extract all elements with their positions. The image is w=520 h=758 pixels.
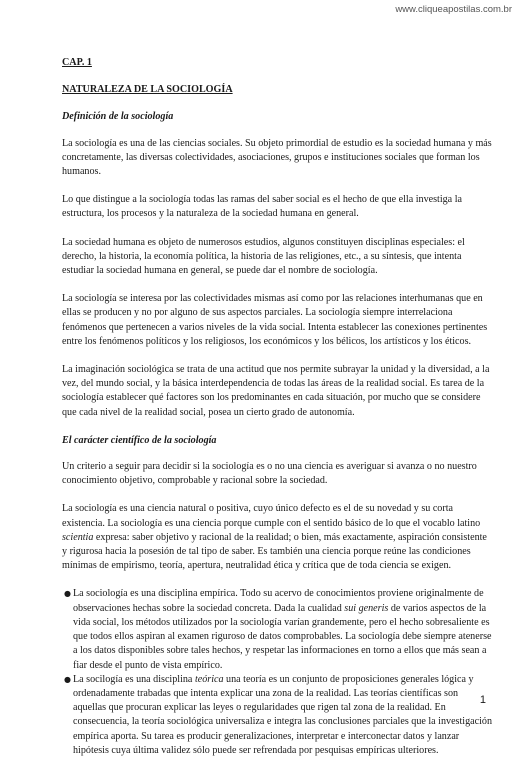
paragraph: La sociedad humana es objeto de numerosos estudios, algunos constituyen disciplinas especiales: el derecho, la historia, la economía política, la historia de las religiones, etc., a su síntesis, que intenta estudiar la sociedad humana en general, se puede dar el nombre de sociología.: [62, 236, 465, 277]
chapter-title: NATURALEZA DE LA SOCIOLOGÍA: [62, 84, 233, 96]
section-heading-caracter-cientifico: El carácter científico de la sociología: [62, 434, 217, 446]
document-page: [62, 56, 492, 758]
latin-term: scientia: [62, 531, 94, 543]
latin-term: sui generis: [344, 602, 389, 614]
text-run: La sociología es una disciplina empírica. Todo su acervo de conocimientos proviene originalmente de observaciones hechas sobre la sociedad concreta. Dada la cualidad: [73, 588, 484, 614]
text-run: de varios aspectos de la vida social, los métodos utilizados por la sociología varían grandemente, pero el hecho sobresaliente es que todos ellos aspiran al examen riguroso de datos comprobables. La sociología debe siempre atenerse a los datos disponibles sobre tales hechos, y respetar las informaciones en torno a ellos que más sean a fiar desde el punto de vista empírico.: [73, 602, 492, 671]
paragraph: [62, 502, 492, 573]
section-heading-definicion: Definición de la sociología: [62, 111, 174, 123]
site-watermark: www.cliqueapostilas.com.br: [395, 4, 512, 15]
text-run: expresa: saber objetivo y racional de la realidad; o bien, más exactamente, aspiración consistente y rigurosa hacia la posesión de tal tipo de saber. Es también una ciencia porque reúne las condiciones mínimas de empirismo, teoría, apertura, neutralidad ética y crítica que de toda ciencia se exigen.: [62, 531, 487, 572]
bullet-icon: ●: [64, 589, 71, 599]
list-item: [64, 673, 492, 758]
chapter-label: CAP. 1: [62, 57, 92, 68]
text-run: La socilogía es una disciplina: [73, 673, 195, 685]
paragraph: La sociología es una de las ciencias sociales. Su objeto primordial de estudio es la sociedad humana y más concretamente, las diversas colectividades, asociaciones, grupos e instituciones sociales que forman los humanos.: [62, 137, 492, 178]
bullet-icon: ●: [64, 674, 71, 684]
bullet-list: [62, 587, 492, 757]
paragraph: Lo que distingue a la sociología todas las ramas del saber social es el hecho de que ella investiga la estructura, los procesos y la naturaleza de la sociedad humana en general.: [62, 194, 462, 220]
paragraph: Un criterio a seguir para decidir si la sociología es o no una ciencia es averiguar si avanza o no nuestro conocimiento objetivo, comprobable y racional sobre la sociedad.: [62, 461, 477, 487]
paragraph: La imaginación sociológica se trata de una actitud que nos permite subrayar la unidad y la diversidad, a la vez, del mundo social, y la básica interdependencia de todas las áreas de la realidad social. Es tarea de la sociología establecer qué factores son los predominantes en cada situación, por mucho que se considere que cada nivel de la realidad social, posea un cierto grado de autonomía.: [62, 364, 490, 418]
text-run: una teoría es un conjunto de proposiciones generales lógica y ordenadamente trabadas que intenta explicar una zona de la realidad. Las teorías científicas son aquellas que procuran explicar las leyes o regularidades que rigen tal zona de la realidad. En consecuencia, la teoría sociológica universaliza e integra las conclusiones parciales que la investigación empírica aporta. Su tarea es producir generalizaciones, interpretar e interconectar datos y lanzar hipótesis cuya última validez sólo puede ser refrendada por pesquisas empíricas ulteriores.: [73, 673, 492, 756]
page-number: 1: [479, 694, 486, 706]
emphasized-term: teórica: [194, 673, 224, 685]
text-run: La sociología es una ciencia natural o positiva, cuyo único defecto es el de su novedad y su corta existencia. La sociología es una ciencia porque cumple con el sentido básico de lo que el vocablo latino: [62, 503, 481, 529]
list-item: [64, 587, 492, 672]
paragraph: La sociología se interesa por las colectividades mismas así como por las relaciones interhumanas que en ellas se producen y no por alguno de sus aspectos parciales. La sociología siempre interrelaciona fenómenos que pertenecen a varios niveles de la vida social. Intenta establecer las conexiones pertinentes entre los fenómenos políticos y los religiosos, los económicos y los bélicos, los artísticos y los éticos.: [62, 293, 488, 347]
